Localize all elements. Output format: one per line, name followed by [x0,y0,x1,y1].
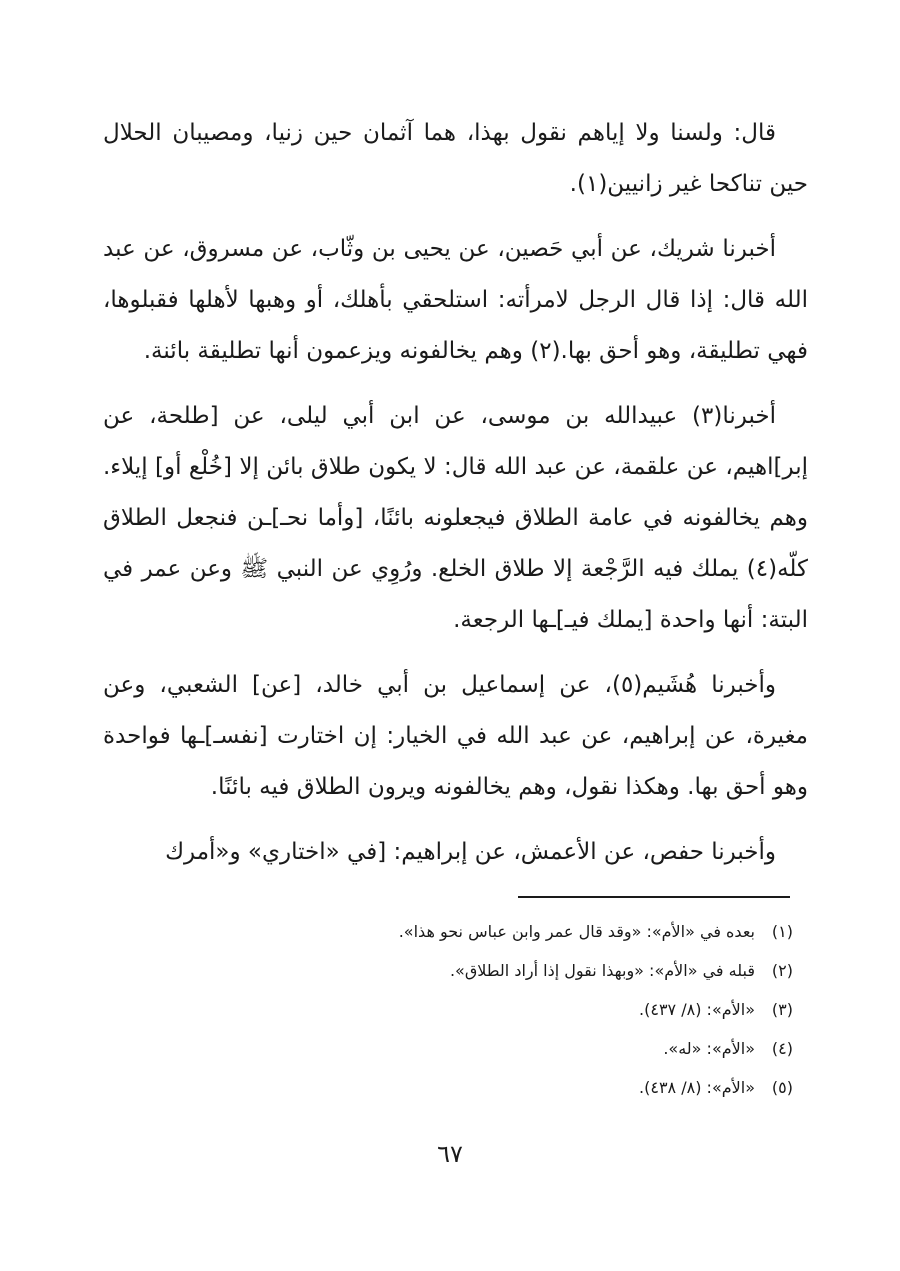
paragraph: قال: ولسنا ولا إياهم نقول بهذا، هما آثمان حين زنيا، ومصيبان الحلال حين تناكحا غير زانيين(١). [103,120,808,197]
footnote-item [300,1068,793,1107]
footnote-divider [518,896,790,898]
footnote-text: قبله في «الأم»: «وبهذا نقول إذا أراد الطلاق». [449,961,755,980]
paragraph: وأخبرنا حفص، عن الأعمش، عن إبراهيم: [في «اختاري» و«أمرك [165,839,776,865]
footnote-text: «الأم»: (٨/ ٤٣٧). [639,1000,755,1019]
footnotes [300,912,793,1107]
paragraph: أخبرنا(٣) عبيدالله بن موسى، عن ابن أبي ليلى، عن [طلحة، عن إبر]اهيم، عن علقمة، عن عبد الله قال: لا يكون طلاق بائن إلا [خُلْع أو] إيلاء. وهم يخالفونه في عامة الطلاق فيجعلونه بائنًا، [وأما نحـ]ـن فنجعل الطلاق كلّه(٤) يملك فيه الرَّجْعة إلا طلاق الخلع. ورُوِي عن النبي ﷺ وعن عمر في البتة: أنها واحدة [يملك فيـ]ـها الرجعة. [103,403,808,633]
footnote-item [300,1029,793,1068]
page-number: ٦٧ [437,1140,463,1168]
footnote-number: (١) [771,922,793,941]
footnote-text: بعده في «الأم»: «وقد قال عمر وابن عباس نحو هذا». [398,922,755,941]
paragraph: أخبرنا شريك، عن أبي حَصين، عن يحيى بن وثّاب، عن مسروق، عن عبد الله قال: إذا قال الرجل لامرأته: استلحقي بأهلك، أو وهبها لأهلها فقبلوها، فهي تطليقة، وهو أحق بها.(٢) وهم يخالفونه ويزعمون أنها تطليقة بائنة. [103,236,808,364]
footnote-number: (٤) [771,1039,793,1058]
footnote-item [300,990,793,1029]
footnote-number: (٢) [771,961,793,980]
paragraph: وأخبرنا هُشَيم(٥)، عن إسماعيل بن أبي خالد، [عن] الشعبي، وعن مغيرة، عن إبراهيم، عن عبد الله في الخيار: إن اختارت [نفسـ]ـها فواحدة وهو أحق بها. وهكذا نقول، وهم يخالفونه ويرون الطلاق فيه بائنًا. [103,672,808,800]
footnote-number: (٣) [771,1000,793,1019]
footnote-text: «الأم»: «له». [663,1039,755,1058]
main-text [103,108,808,892]
footnote-item [300,951,793,990]
footnote-number: (٥) [771,1078,793,1097]
footnote-text: «الأم»: (٨/ ٤٣٨). [639,1078,755,1097]
footnote-item [300,912,793,951]
